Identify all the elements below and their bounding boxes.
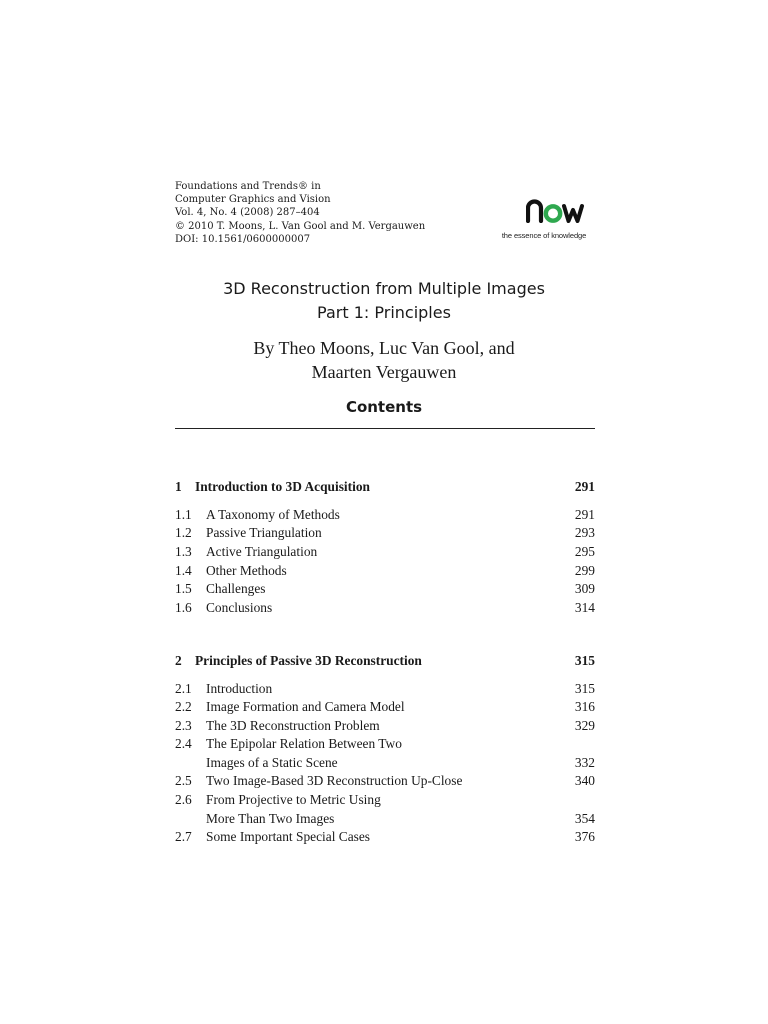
section-page: 293 — [574, 525, 595, 540]
section-page: 299 — [574, 563, 595, 578]
chapter-title: Introduction to 3D Acquisition — [195, 479, 370, 494]
section-title: More Than Two Images — [206, 811, 335, 826]
section-title: Other Methods — [206, 563, 287, 578]
section-page: 295 — [574, 544, 595, 559]
section-page: 309 — [574, 581, 595, 596]
toc-chapter-2[interactable] — [175, 652, 595, 670]
section-title: Conclusions — [206, 600, 273, 615]
section-title: Two Image-Based 3D Reconstruction Up-Close — [206, 773, 463, 788]
section-number: 2.5 — [175, 773, 192, 788]
section-title: Active Triangulation — [206, 544, 318, 559]
chapter-number: 1 — [175, 479, 182, 494]
contents-divider — [175, 428, 595, 429]
section-title: Image Formation and Camera Model — [206, 699, 405, 714]
contents-heading: Contents — [345, 398, 423, 416]
book-title: 3D Reconstruction from Multiple Images — [223, 279, 545, 298]
section-number: 2.7 — [175, 829, 192, 844]
section-title: Challenges — [206, 581, 266, 596]
toc-section-2-7[interactable] — [175, 828, 595, 846]
section-title: A Taxonomy of Methods — [206, 507, 340, 522]
section-title: Images of a Static Scene — [206, 755, 338, 770]
section-number: 2.1 — [175, 681, 192, 696]
section-number: 1.5 — [175, 581, 192, 596]
chapter-page: 315 — [574, 653, 595, 668]
section-page: 315 — [574, 681, 595, 696]
section-page: 316 — [574, 699, 595, 714]
logo-tagline: the essence of knowledge — [501, 231, 587, 240]
section-page: 376 — [574, 829, 595, 844]
publication-metadata — [175, 180, 425, 246]
section-page: 291 — [574, 507, 595, 522]
doi-line: DOI: 10.1561/0600000007 — [175, 233, 311, 245]
section-number: 2.6 — [175, 792, 192, 807]
volume-info: Vol. 4, No. 4 (2008) 287–404 — [175, 207, 320, 219]
section-title: The Epipolar Relation Between Two — [206, 736, 402, 751]
authors-line-1: By Theo Moons, Luc Van Gool, and — [253, 338, 515, 358]
section-number: 1.6 — [175, 600, 192, 615]
section-title: From Projective to Metric Using — [206, 792, 381, 807]
section-number: 1.3 — [175, 544, 192, 559]
section-number: 2.4 — [175, 736, 192, 751]
toc-section-1-5[interactable] — [175, 580, 595, 598]
now-wordmark-icon — [526, 199, 588, 223]
chapter-title: Principles of Passive 3D Reconstruction — [195, 653, 422, 668]
toc-section-2-4[interactable] — [175, 735, 595, 753]
section-number: 1.1 — [175, 507, 192, 522]
authors — [0, 336, 768, 384]
now-publisher-logo — [492, 199, 596, 243]
toc-section-2-3[interactable] — [175, 717, 595, 735]
series-subject: Computer Graphics and Vision — [175, 194, 331, 206]
section-page: 354 — [574, 811, 595, 826]
copyright-line: © 2010 T. Moons, L. Van Gool and M. Vergauwen — [175, 220, 426, 232]
section-title: The 3D Reconstruction Problem — [206, 718, 380, 733]
section-number: 2.3 — [175, 718, 192, 733]
section-title: Passive Triangulation — [206, 525, 322, 540]
series-name: Foundations and Trends® in — [175, 181, 321, 192]
toc-section-2-2[interactable] — [175, 698, 595, 716]
chapter-number: 2 — [175, 653, 182, 668]
toc-section-2-5[interactable] — [175, 772, 595, 790]
toc-chapter-1[interactable] — [175, 478, 595, 496]
section-number: 2.2 — [175, 699, 192, 714]
section-page: 332 — [574, 755, 595, 770]
toc-section-2-1[interactable] — [175, 680, 595, 698]
toc-section-1-3[interactable] — [175, 543, 595, 561]
toc-section-1-1[interactable] — [175, 506, 595, 524]
toc-section-2-6[interactable] — [175, 791, 595, 809]
toc-section-1-6[interactable] — [175, 599, 595, 617]
book-subtitle: Part 1: Principles — [317, 303, 451, 322]
toc-section-1-4[interactable] — [175, 562, 595, 580]
chapter-page: 291 — [574, 479, 595, 494]
toc-section-2-6-cont[interactable] — [175, 810, 595, 828]
toc-section-2-4-cont[interactable] — [175, 754, 595, 772]
section-title: Some Important Special Cases — [206, 829, 371, 844]
section-page: 329 — [574, 718, 595, 733]
section-page: 340 — [574, 773, 595, 788]
section-title: Introduction — [206, 681, 273, 696]
section-number: 1.4 — [175, 563, 192, 578]
section-page: 314 — [574, 600, 595, 615]
toc-section-1-2[interactable] — [175, 524, 595, 542]
section-number: 1.2 — [175, 525, 192, 540]
authors-line-2: Maarten Vergauwen — [311, 362, 457, 382]
